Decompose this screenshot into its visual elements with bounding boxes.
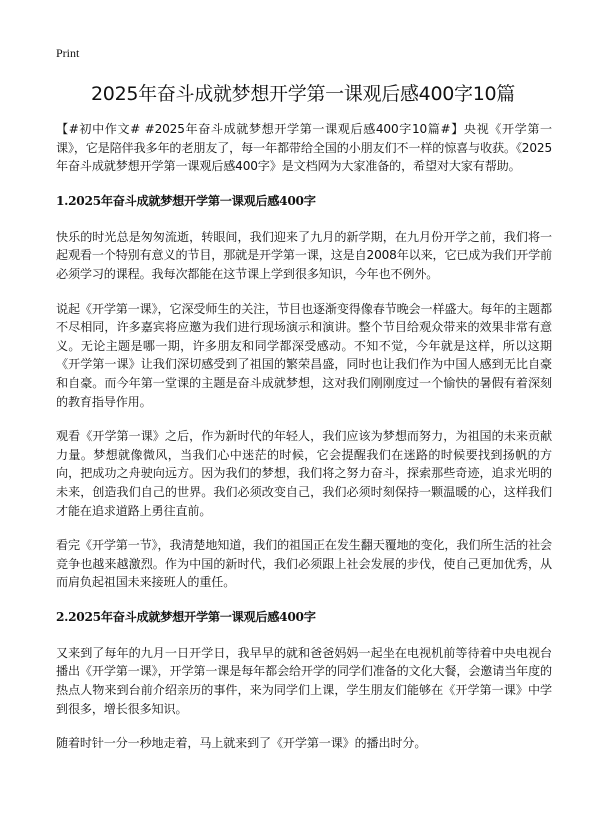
section-2-paragraph-1: 又来到了每年的九月一日开学日，我早早的就和爸爸妈妈一起坐在电视机前等待着中央电视台播出《开学第一课》，开学第一课是每年都会给开学的同学们准备的文化大餐，会邀请当年度的热点人物来到台前介绍亲历的事件，来为同学们上课，学生朋友们能够在《开学第一课》中学到很多，增长很多知识。: [56, 645, 552, 716]
section-2-paragraph-2: 随着时针一分一秒地走着，马上就来到了《开学第一课》的播出时分。: [56, 736, 427, 751]
section-heading-2: 2.2025年奋斗成就梦想开学第一课观后感400字: [56, 609, 316, 624]
intro-paragraph: 【#初中作文# #2025年奋斗成就梦想开学第一课观后感400字10篇#】央视《开学第一课》，它是陪伴我多年的老朋友了，每一年都带给全国的小朋友们不一样的惊喜与收获。《2025年奋斗成就梦想开学第一课观后感400字》是文档网为大家准备的，希望对大家有帮助。: [56, 122, 552, 174]
section-heading-1: 1.2025年奋斗成就梦想开学第一课观后感400字: [56, 193, 316, 208]
print-link[interactable]: Print: [56, 46, 80, 60]
page-title: 2025年奋斗成就梦想开学第一课观后感400字10篇: [91, 83, 515, 105]
section-1-paragraph-4: 看完《开学第一节》，我清楚地知道，我们的祖国正在发生翻天覆地的变化，我们所生活的社会竞争也越来越激烈。作为中国的新时代，我们必须跟上社会发展的步伐，使自己更加优秀，从而肩负起祖国未来接班人的重任。: [56, 538, 552, 590]
article-body: [56, 120, 552, 769]
section-1-paragraph-1: 快乐的时光总是匆匆流逝，转眼间，我们迎来了九月的新学期，在九月份开学之前，我们将一起观看一个特别有意义的节目，那就是开学第一课，这是自2008年以来，它已成为我们开学前必须学习的课程。我每次都能在这节课上学到很多知识，今年也不例外。: [56, 229, 552, 281]
section-1-paragraph-3: 观看《开学第一课》之后，作为新时代的年轻人，我们应该为梦想而努力，为祖国的未来贡献力量。梦想就像微风，当我们心中迷茫的时候，它会提醒我们在迷路的时候要找到扬帆的方向，把成功之舟驶向远方。因为我们的梦想，我们将之努力奋斗，探索那些奇迹，追求光明的未来，创造我们自己的世界。我们必须改变自己，我们必须时刻保持一颗温暖的心，这样我们才能在追求道路上勇往直前。: [56, 429, 552, 518]
section-1-paragraph-2: 说起《开学第一课》，它深受师生的关注，节目也逐渐变得像春节晚会一样盛大。每年的主题都不尽相同，许多嘉宾将应邀为我们进行现场演示和演讲。整个节目给观众带来的效果非常有意义。无论主题是哪一期，许多朋友和同学都深受感动。不知不觉，今年就是这样，所以这期《开学第一课》让我们深切感受到了祖国的繁荣昌盛，同时也让我们作为中国人感到无比自豪和自豪。而今年第一堂课的主题是奋斗成就梦想，这对我们刚刚度过一个愉快的暑假有着深刻的教育指导作用。: [56, 301, 552, 409]
